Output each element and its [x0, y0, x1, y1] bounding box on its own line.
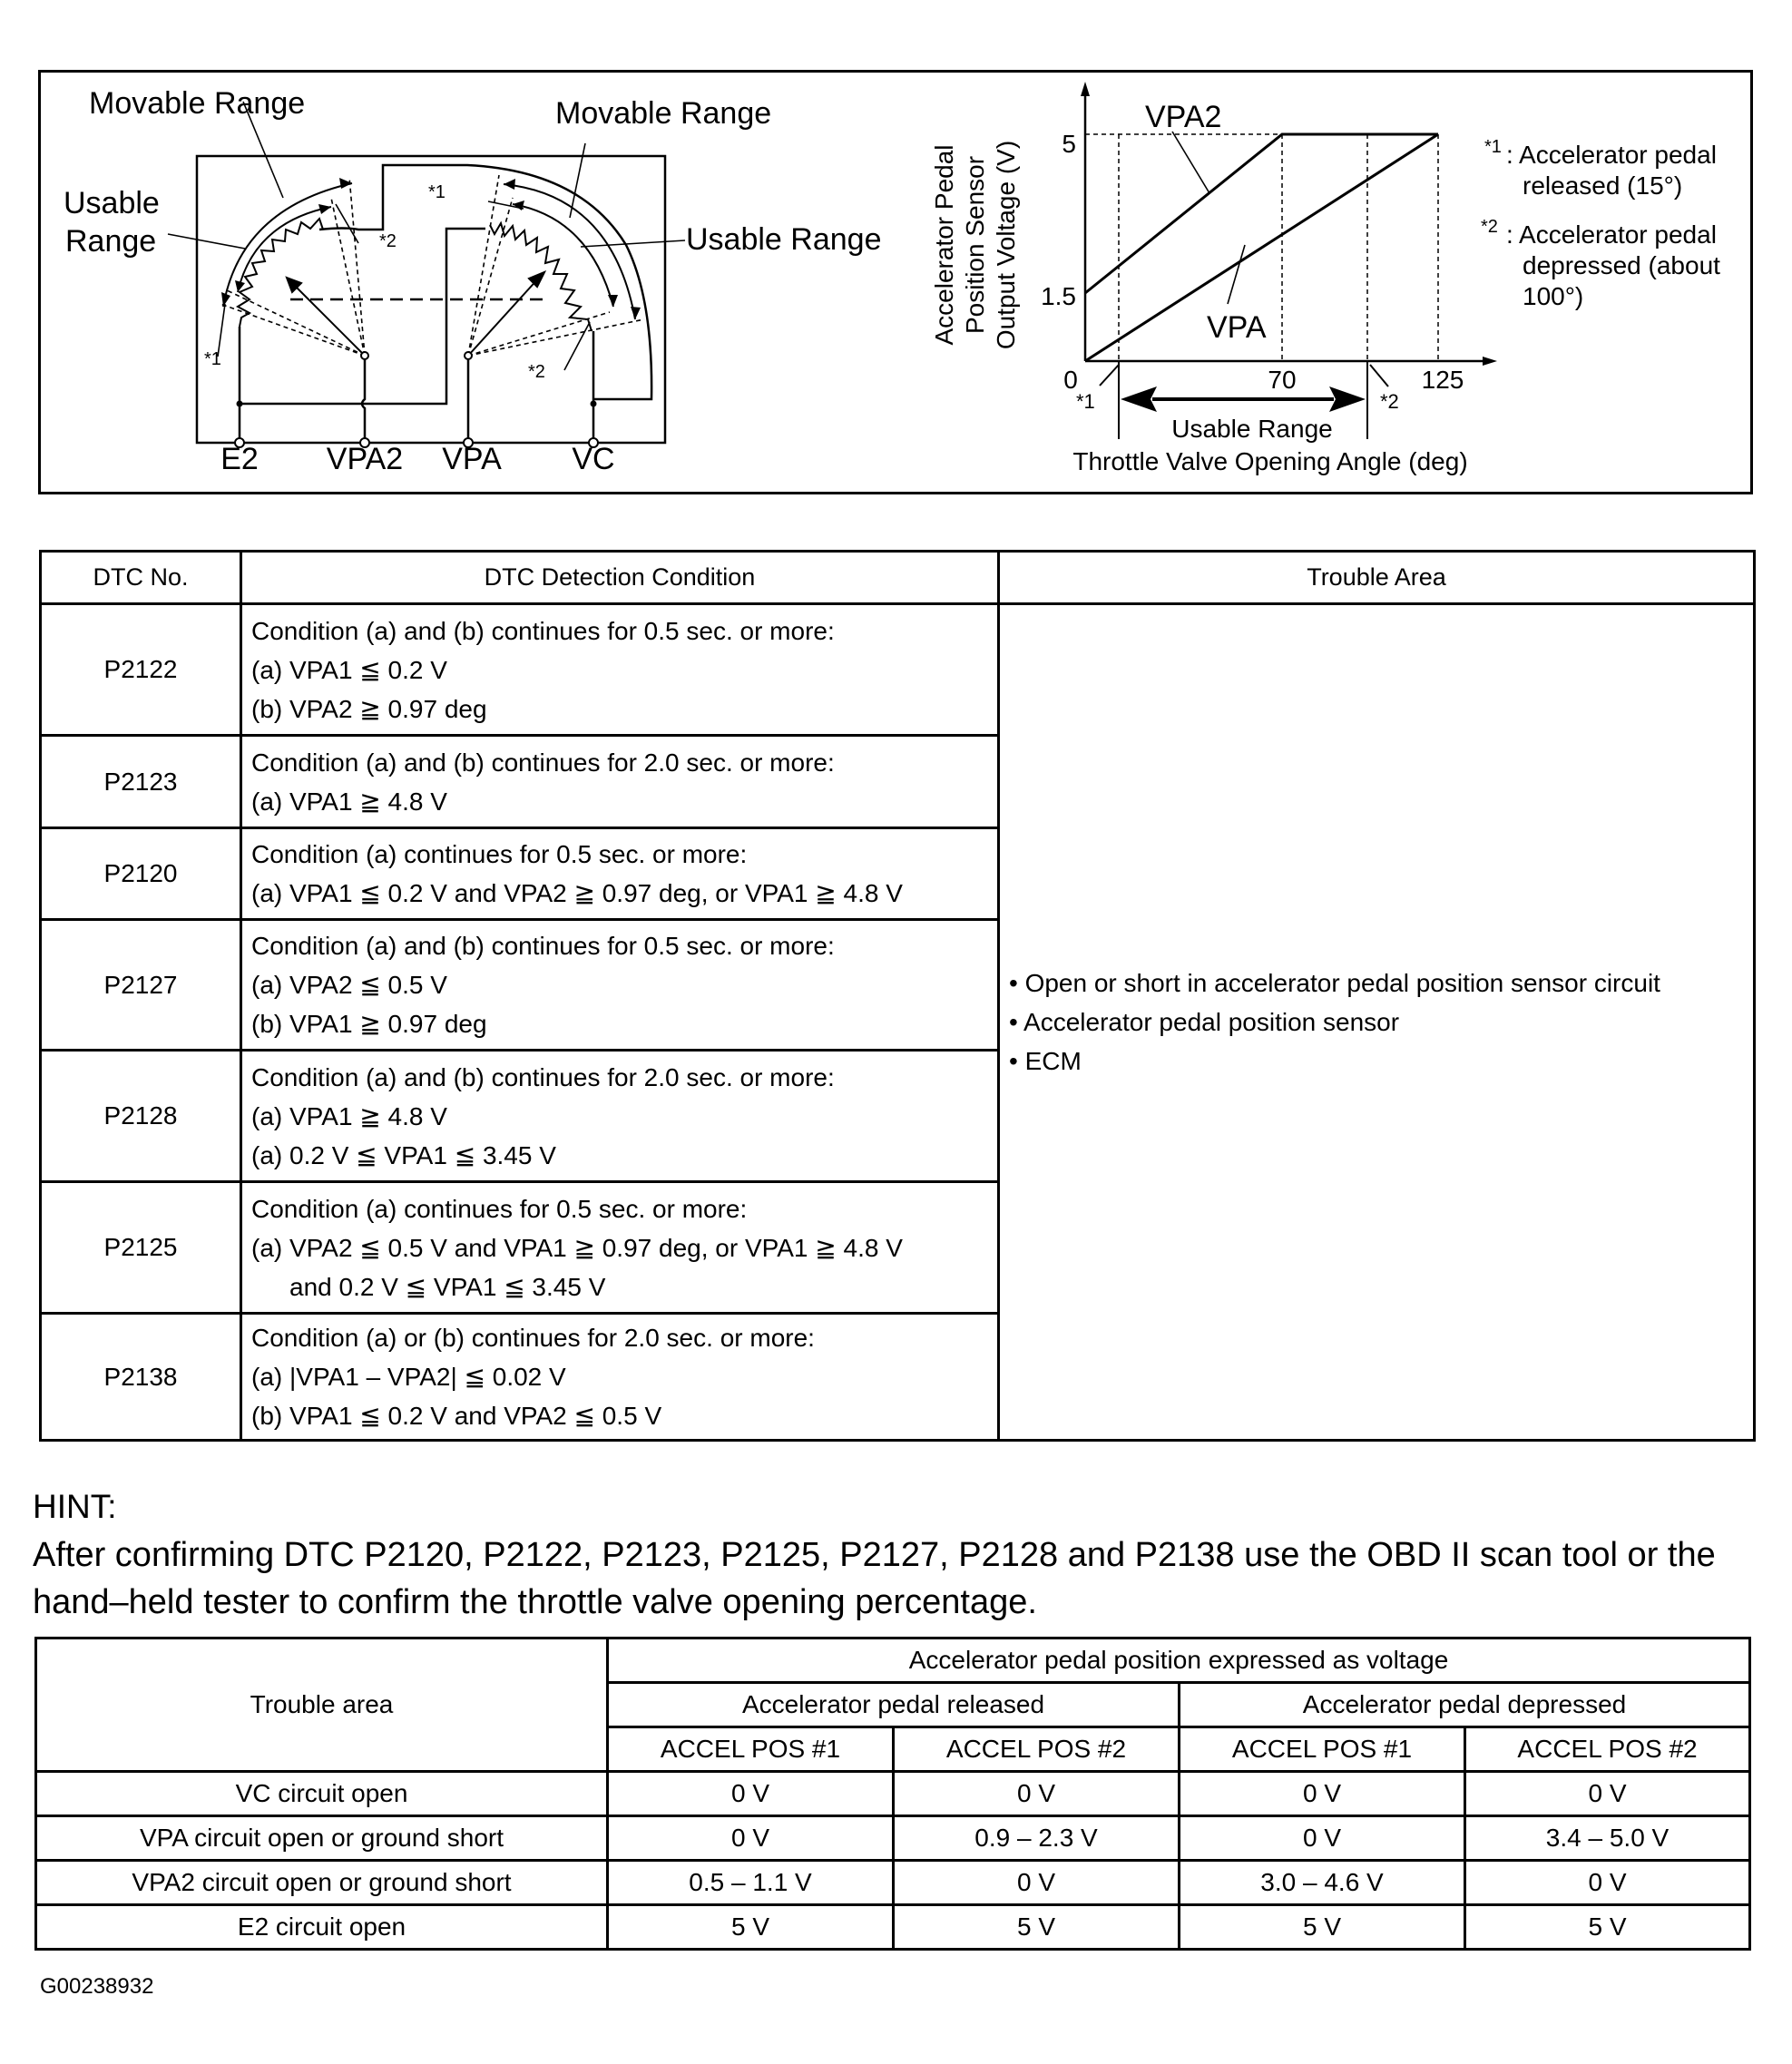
- voltage-value: 0 V: [1465, 1861, 1750, 1905]
- legend-note1-line1: : Accelerator pedal: [1506, 141, 1717, 169]
- voltage-col-header: ACCEL POS #1: [608, 1727, 894, 1772]
- trouble-area-item: • Accelerator pedal position sensor: [1009, 1008, 1400, 1036]
- condition-line: (a) VPA1 ≧ 4.8 V: [251, 1101, 447, 1130]
- trouble-area: VPA circuit open or ground short: [36, 1816, 608, 1861]
- condition-line: (b) VPA2 ≧ 0.97 deg: [251, 694, 487, 723]
- usable-range-arc-left: [238, 207, 331, 292]
- y-tick-5: 5: [1062, 130, 1076, 158]
- voltage-value: 0 V: [1180, 1772, 1465, 1816]
- dtc-condition: [241, 828, 999, 920]
- legend-note2-line3: 100°): [1523, 282, 1584, 310]
- condition-line: (a) VPA1 ≧ 4.8 V: [251, 787, 447, 816]
- voltage-header-group: Accelerator pedal position expressed as voltage: [608, 1638, 1750, 1683]
- voltage-header-row-1: [36, 1638, 1750, 1683]
- dtc-code: P2120: [41, 828, 241, 920]
- y-tick-1-5: 1.5: [1041, 282, 1076, 310]
- trouble-area-item: • Open or short in accelerator pedal position sensor circuit: [1009, 969, 1660, 997]
- output-voltage-chart: [907, 73, 1751, 490]
- legend-note1-line2: released (15°): [1523, 171, 1683, 200]
- voltage-table: [34, 1637, 1751, 1951]
- dtc-header-code: DTC No.: [41, 552, 241, 604]
- voltage-col-header: ACCEL POS #2: [1465, 1727, 1750, 1772]
- legend-note2-line1: : Accelerator pedal: [1506, 220, 1717, 249]
- dtc-code: P2122: [41, 604, 241, 736]
- condition-line: Condition (a) and (b) continues for 0.5 sec. or more:: [251, 616, 835, 645]
- y-axis-label-line2: Position Sensor: [961, 155, 989, 335]
- voltage-col-header: ACCEL POS #2: [894, 1727, 1180, 1772]
- voltage-header-trouble-area: Trouble area: [36, 1638, 608, 1772]
- condition-line: (b) VPA1 ≧ 0.97 deg: [251, 1010, 487, 1038]
- trouble-area: VC circuit open: [36, 1772, 608, 1816]
- y-axis-label-line1: Accelerator Pedal: [930, 144, 958, 346]
- terminal-label-vpa: VPA: [442, 442, 502, 476]
- x-axis-label: Throttle Valve Opening Angle (deg): [1072, 447, 1468, 475]
- series-label-vpa2: VPA2: [1145, 100, 1222, 134]
- table-row: [36, 1816, 1750, 1861]
- usable-range-label-left-1: Usable: [64, 186, 160, 220]
- condition-line: (a) VPA1 ≦ 0.2 V: [251, 655, 447, 684]
- x-tick-0: 0: [1063, 366, 1078, 394]
- condition-line: Condition (a) continues for 0.5 sec. or more:: [251, 1194, 748, 1223]
- dtc-condition: [241, 736, 999, 828]
- dtc-code: P2125: [41, 1182, 241, 1314]
- y-axis-arrow: [1081, 82, 1090, 96]
- dtc-header-condition: DTC Detection Condition: [241, 552, 999, 604]
- voltage-value: 3.0 – 4.6 V: [1180, 1861, 1465, 1905]
- dtc-code: P2138: [41, 1314, 241, 1441]
- resistor-left: [238, 219, 323, 327]
- usable-range-arrow-left: [1121, 386, 1157, 412]
- voltage-value: 3.4 – 5.0 V: [1465, 1816, 1750, 1861]
- series-label-vpa: VPA: [1207, 310, 1267, 345]
- x-tick-70: 70: [1268, 366, 1297, 394]
- dtc-table-header-row: [41, 552, 1755, 604]
- condition-line: Condition (a) and (b) continues for 2.0 sec. or more:: [251, 748, 835, 777]
- voltage-value: 5 V: [1465, 1905, 1750, 1950]
- legend-note1-marker: *1: [1484, 137, 1502, 157]
- condition-line: (b) VPA1 ≦ 0.2 V and VPA2 ≦ 0.5 V: [251, 1402, 662, 1430]
- condition-line: Condition (a) and (b) continues for 2.0 sec. or more:: [251, 1062, 835, 1091]
- voltage-value: 0 V: [608, 1816, 894, 1861]
- voltage-header-depressed: Accelerator pedal depressed: [1180, 1683, 1750, 1727]
- voltage-value: 5 V: [608, 1905, 894, 1950]
- dtc-condition: [241, 920, 999, 1051]
- voltage-col-header: ACCEL POS #1: [1180, 1727, 1465, 1772]
- usable-range-label-right: Usable Range: [686, 222, 882, 257]
- voltage-value: 5 V: [894, 1905, 1180, 1950]
- dtc-code: P2123: [41, 736, 241, 828]
- trouble-area-cell: [999, 604, 1755, 1441]
- movable-range-label-right: Movable Range: [555, 96, 772, 131]
- condition-line: and 0.2 V ≦ VPA1 ≦ 3.45 V: [289, 1272, 606, 1301]
- hint-title: HINT:: [33, 1488, 117, 1525]
- usable-range-arrow-right: [1329, 386, 1366, 412]
- legend-note2-line2: depressed (about: [1523, 251, 1720, 279]
- marker-star2-left: *2: [379, 231, 397, 251]
- condition-line: (a) 0.2 V ≦ VPA1 ≦ 3.45 V: [251, 1140, 556, 1169]
- condition-line: Condition (a) continues for 0.5 sec. or more:: [251, 840, 748, 868]
- terminal-label-vpa2: VPA2: [326, 442, 404, 476]
- voltage-value: 0 V: [894, 1772, 1180, 1816]
- x-axis-arrow: [1483, 357, 1497, 366]
- x-tick-125: 125: [1421, 366, 1464, 394]
- dtc-condition: [241, 1051, 999, 1182]
- condition-line: (a) VPA1 ≦ 0.2 V and VPA2 ≧ 0.97 deg, or VPA1 ≧ 4.8 V: [251, 879, 903, 907]
- marker-star1-right: *1: [428, 182, 446, 202]
- figure-code: G00238932: [40, 1974, 154, 1999]
- dtc-condition: [241, 1314, 999, 1441]
- table-row: [36, 1905, 1750, 1950]
- movable-range-label-left: Movable Range: [89, 86, 306, 121]
- table-row: [36, 1772, 1750, 1816]
- condition-line: (a) |VPA1 – VPA2| ≦ 0.02 V: [251, 1363, 566, 1391]
- voltage-value: 0 V: [1180, 1816, 1465, 1861]
- table-row: [41, 604, 1755, 736]
- usable-range-marker-1: *1: [1076, 390, 1095, 413]
- voltage-value: 0.5 – 1.1 V: [608, 1861, 894, 1905]
- condition-line: Condition (a) and (b) continues for 0.5 sec. or more:: [251, 932, 835, 960]
- voltage-value: 0.9 – 2.3 V: [894, 1816, 1180, 1861]
- usable-range-label: Usable Range: [1171, 415, 1333, 443]
- y-axis-label-line3: Output Voltage (V): [992, 140, 1020, 350]
- condition-line: Condition (a) or (b) continues for 2.0 sec. or more:: [251, 1324, 815, 1352]
- dtc-header-trouble-area: Trouble Area: [999, 552, 1755, 604]
- marker-star2-right: *2: [528, 362, 545, 382]
- dtc-condition: [241, 1182, 999, 1314]
- trouble-area: VPA2 circuit open or ground short: [36, 1861, 608, 1905]
- voltage-value: 0 V: [608, 1772, 894, 1816]
- sensor-circuit-diagram: [0, 0, 907, 508]
- hint-body: After confirming DTC P2120, P2122, P2123, P2125, P2127, P2128 and P2138 use the OBD II scan tool or the hand–held tester to confirm the throttle valve opening percentage.: [33, 1536, 1716, 1621]
- terminal-label-vc: VC: [572, 442, 615, 476]
- table-row: [36, 1861, 1750, 1905]
- voltage-value: 0 V: [1465, 1772, 1750, 1816]
- marker-star1-left: *1: [204, 349, 221, 369]
- dtc-table: [39, 550, 1756, 1442]
- dtc-code: P2128: [41, 1051, 241, 1182]
- dtc-condition: [241, 604, 999, 736]
- trouble-area-item: • ECM: [1009, 1047, 1082, 1075]
- voltage-value: 0 V: [894, 1861, 1180, 1905]
- terminal-label-e2: E2: [220, 442, 259, 476]
- voltage-header-released: Accelerator pedal released: [608, 1683, 1180, 1727]
- legend-note2-marker: *2: [1481, 217, 1498, 237]
- dtc-code: P2127: [41, 920, 241, 1051]
- condition-line: (a) VPA2 ≦ 0.5 V and VPA1 ≧ 0.97 deg, or VPA1 ≧ 4.8 V: [251, 1233, 903, 1262]
- usable-range-label-left-2: Range: [65, 224, 157, 259]
- usable-range-marker-2: *2: [1380, 390, 1399, 413]
- voltage-value: 5 V: [1180, 1905, 1465, 1950]
- trouble-area: E2 circuit open: [36, 1905, 608, 1950]
- condition-line: (a) VPA2 ≦ 0.5 V: [251, 971, 447, 999]
- series-vpa2-line: [1085, 134, 1438, 293]
